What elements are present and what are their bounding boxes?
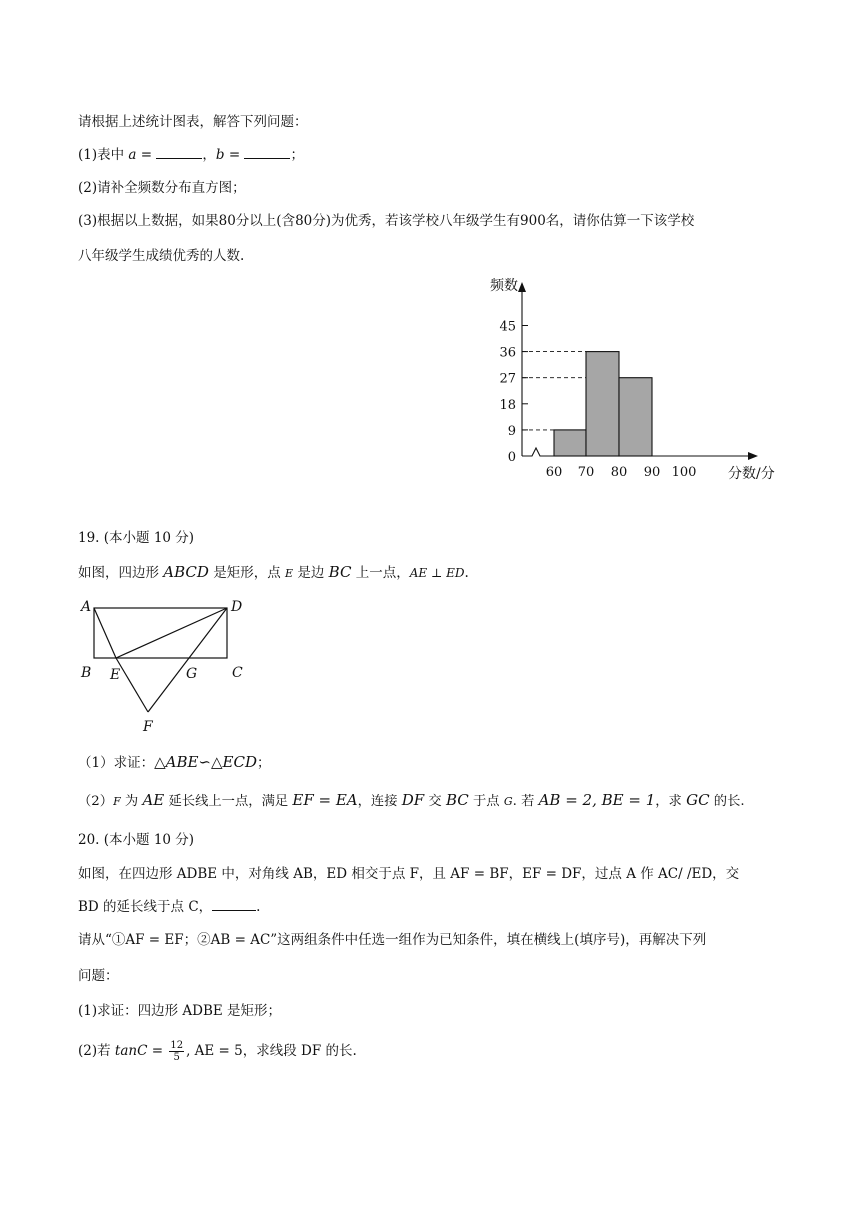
q19-stem-end: . (464, 565, 469, 581)
q19-stem-text-3: 是边 (293, 565, 329, 581)
q20-line2-prefix: BD 的延长线于点 C， (78, 899, 213, 915)
q19-part1 (78, 752, 271, 773)
q18-eq2: = (224, 147, 245, 163)
frequency-histogram (470, 270, 790, 490)
var-b: b (215, 147, 225, 163)
q19-part1-end: ； (257, 755, 271, 771)
q19-part1-prefix: （1）求证： (78, 755, 155, 771)
answer-blank-b[interactable] (244, 146, 290, 159)
q19-part2-prefix: （2） (78, 794, 114, 809)
bar-80-90 (619, 378, 652, 456)
q19-perp: AE ⊥ ED (409, 566, 465, 580)
q19-df: DF (401, 791, 425, 809)
x-tick-label-60: 60 (545, 465, 563, 480)
q20-eq: = (147, 1043, 168, 1059)
q19-gc: GC (686, 791, 710, 809)
q19-stem-text-2: 是矩形，点 (208, 565, 286, 581)
label-e: E (110, 667, 121, 683)
q20-answer-blank[interactable] (212, 898, 256, 911)
y-tick-label-27: 27 (499, 371, 516, 387)
q18-part1-prefix: (1)表中 (78, 147, 125, 163)
q20-line2-end: . (256, 899, 261, 915)
q20-line2 (78, 897, 260, 917)
q19-p2-t4: 交 (424, 794, 446, 809)
q19-similar-triangles: △ABE∽△ECD (154, 753, 257, 771)
intro-text: 请根据上述统计图表，解答下列问题： (78, 114, 308, 130)
q18-part1 (78, 145, 304, 165)
q20-header: 20. (本小题 10 分) (78, 832, 195, 848)
x-tick-label-70: 70 (577, 465, 595, 480)
label-a: A (81, 599, 92, 615)
x-tick-label-90: 90 (643, 465, 661, 480)
q18-eq1: = (136, 147, 157, 163)
q19-part2 (78, 790, 745, 812)
label-c: C (232, 665, 243, 681)
x-tick-label-100: 100 (671, 465, 697, 480)
label-b: B (81, 665, 92, 681)
q19-stem-text-1: 如图，四边形 (78, 565, 164, 581)
y-axis-arrow (518, 282, 526, 292)
q20-part2-prefix: (2)若 (78, 1043, 115, 1059)
q19-p2-t2: 延长线上一点，满足 (164, 794, 293, 809)
q19-condition: AB = 2, BE = 1 (538, 791, 656, 809)
segment-ef (116, 658, 148, 712)
x-axis-label: 分数/分 (728, 466, 775, 482)
var-a: a (128, 147, 137, 163)
q20-line3: 请从“①AF = EF；②AB = AC”这两组条件中任选一组作为已知条件，填在横线上(填序号)，再解决下列 (78, 932, 707, 948)
q20-line1: 如图，在四边形 ADBE 中，对角线 AB，ED 相交于点 F，且 AF = BF，EF = DF，过点 A 作 AC/ /ED，交 (78, 866, 740, 882)
bar-60-70 (554, 430, 586, 456)
answer-blank-a[interactable] (156, 146, 202, 159)
q20-fraction (169, 1040, 184, 1063)
q20-part2 (78, 1040, 357, 1063)
q19-p2-bc: BC (445, 791, 469, 809)
q19-g: G (503, 795, 513, 808)
q20-fraction-numerator: 12 (170, 1040, 184, 1051)
y-tick-label-18: 18 (499, 397, 516, 413)
segment-df (148, 608, 227, 712)
q19-bc: BC (328, 563, 352, 581)
label-g: G (186, 666, 198, 682)
y-tick-label-36: 36 (499, 345, 516, 361)
q19-e: E (285, 567, 294, 580)
q19-f: F (113, 795, 121, 808)
label-d: D (231, 599, 243, 615)
q19-p2-t7: ，求 (655, 794, 687, 809)
q19-header: 19. (本小题 10 分) (78, 530, 195, 546)
q19-p2-t6: . 若 (512, 794, 539, 809)
q20-part1: (1)求证：四边形 ADBE 是矩形； (78, 1003, 282, 1019)
q18-part2: (2)请补全频数分布直方图； (78, 180, 246, 196)
q19-p2-t3: ，连接 (357, 794, 402, 809)
y-tick-label-9: 9 (507, 423, 516, 439)
q18-part3-line1: (3)根据以上数据，如果80分以上(含80分)为优秀，若该学校八年级学生有900名，请你估算一下该学校 (78, 213, 695, 229)
bar-70-80 (586, 352, 619, 456)
x-axis-arrow (748, 452, 758, 460)
q19-ae: AE (142, 791, 165, 809)
q19-stem (78, 562, 469, 584)
x-tick-label-80: 80 (610, 465, 628, 480)
segment-ed (116, 608, 227, 658)
q19-p2-t5: 于点 (468, 794, 504, 809)
y-axis-label: 频数 (490, 278, 518, 294)
q20-part2-rest: , AE = 5，求线段 DF 的长. (186, 1043, 357, 1059)
q19-p2-t8: 的长. (709, 794, 745, 809)
q19-figure (78, 596, 258, 738)
q18-comma: ， (202, 147, 216, 163)
segment-ae (94, 608, 116, 658)
q20-tanc: tanC (114, 1043, 148, 1059)
q19-stem-text-4: 上一点， (351, 565, 410, 581)
q19-efea: EF = EA (292, 791, 358, 809)
q20-fraction-denominator: 5 (173, 1052, 180, 1063)
rectangle-abcd (94, 608, 227, 658)
q20-line4: 问题： (78, 968, 119, 984)
y-tick-label-0: 0 (507, 450, 516, 465)
y-tick-label-45: 45 (499, 319, 516, 335)
q19-abcd: ABCD (163, 563, 209, 581)
q18-part3-line2: 八年级学生成绩优秀的人数. (78, 248, 245, 264)
label-f: F (143, 719, 153, 735)
q19-p2-t1: 为 (120, 794, 143, 809)
q18-semicolon: ； (290, 147, 304, 163)
